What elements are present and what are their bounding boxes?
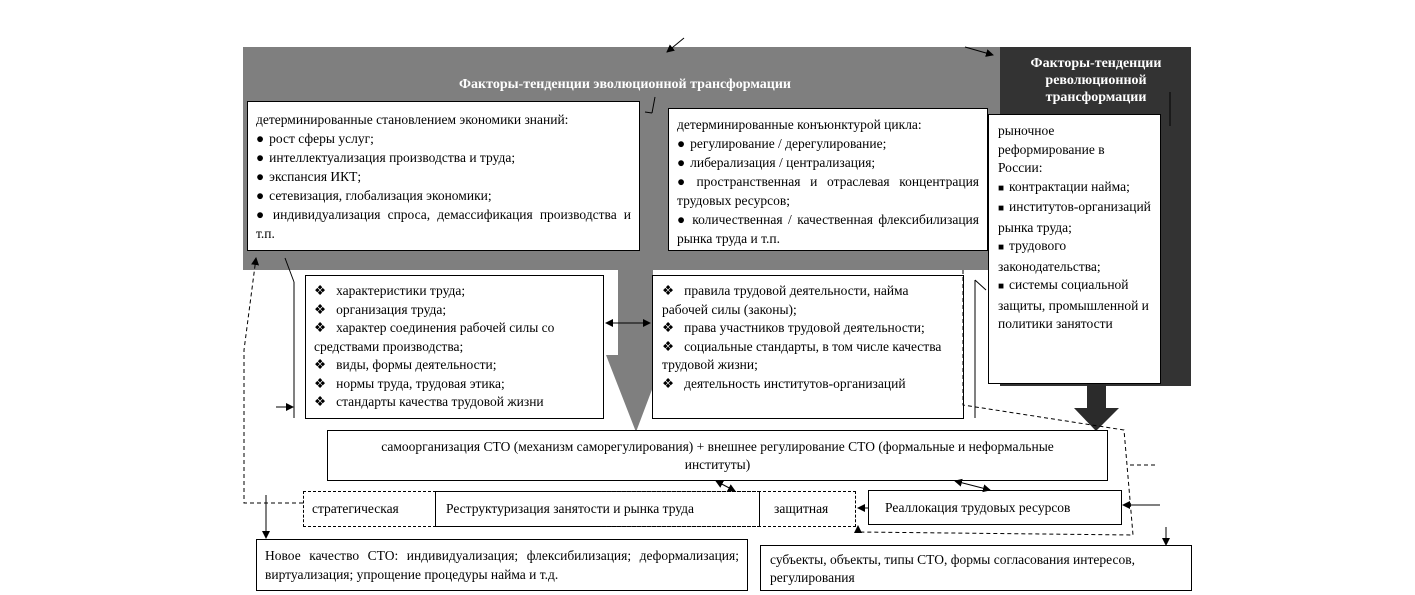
knowledge-economy-box bbox=[247, 101, 640, 251]
diamond-bullet-icon: ❖ bbox=[662, 375, 675, 391]
work-characteristics-box bbox=[305, 275, 604, 419]
protective-label: защитная bbox=[774, 501, 829, 516]
bullet-icon: ● bbox=[256, 150, 265, 165]
self-organization-box bbox=[327, 430, 1108, 481]
list-item: ❖ правила трудовой деятельности, найма рабочей силы (законы); bbox=[662, 283, 909, 317]
list-item: ❖ нормы труда, трудовая этика; bbox=[314, 375, 505, 391]
new-quality-text: Новое качество СТО: индивидуализация; флексибилизация; деформализация; виртуализация; упрощение процедуры найма и т.д. bbox=[265, 548, 739, 582]
list-item: ● либерализация / централизация; bbox=[677, 155, 876, 170]
bullet-icon: ● bbox=[677, 155, 686, 170]
evolution-title: Факторы-тенденции эволюционной трансформации bbox=[459, 77, 791, 92]
list-item: ■ институтов-организаций рынка труда; bbox=[998, 199, 1151, 235]
work-characteristics-list bbox=[314, 282, 597, 412]
diamond-bullet-icon: ❖ bbox=[662, 338, 675, 354]
business-cycle-lead: детерминированные конъюнктурой цикла: bbox=[677, 117, 922, 132]
bullet-icon: ● bbox=[256, 131, 265, 146]
diamond-bullet-icon: ❖ bbox=[314, 375, 327, 391]
reallocation-label: Реаллокация трудовых ресурсов bbox=[885, 500, 1071, 515]
bullet-icon: ● bbox=[677, 136, 686, 151]
bullet-icon: ● bbox=[256, 169, 265, 184]
list-item: ■ контрактации найма; bbox=[998, 178, 1130, 194]
business-cycle-list bbox=[677, 134, 979, 248]
list-item: ● рост сферы услуг; bbox=[256, 131, 374, 146]
list-item: ● экспансия ИКТ; bbox=[256, 169, 362, 184]
list-item: ❖ виды, формы деятельности; bbox=[314, 357, 497, 372]
bullet-icon: ● bbox=[256, 188, 265, 203]
list-item: ■ системы социальной защиты, промышленной и политики занятости bbox=[998, 277, 1149, 331]
list-item: ❖ деятельность институтов-организаций bbox=[662, 375, 906, 391]
russia-reform-box bbox=[988, 114, 1161, 384]
diamond-bullet-icon: ❖ bbox=[314, 394, 327, 409]
list-item: ● сетевизация, глобализация экономики; bbox=[256, 188, 492, 203]
diamond-bullet-icon: ❖ bbox=[314, 357, 327, 372]
list-item: ● индивидуализация спроса, демассификация производства и т.п. bbox=[256, 207, 632, 241]
diamond-bullet-icon: ❖ bbox=[662, 283, 675, 298]
knowledge-economy-list bbox=[256, 129, 631, 243]
diamond-bullet-icon: ❖ bbox=[314, 320, 327, 335]
list-item: ❖ права участников трудовой деятельности; bbox=[662, 320, 925, 335]
list-item: ❖ характер соединения рабочей силы со средствами производства; bbox=[314, 320, 555, 354]
labor-rules-box bbox=[652, 275, 964, 419]
bullet-icon: ■ bbox=[998, 182, 1005, 194]
dark-down-arrow bbox=[1074, 384, 1119, 431]
subjects-box bbox=[760, 545, 1192, 591]
list-item: ● интеллектуализация производства и труда; bbox=[256, 150, 516, 165]
list-item: ● количественная / качественная флексибилизация рынка труда и т.п. bbox=[677, 212, 979, 246]
list-item: ● регулирование / дерегулирование; bbox=[677, 136, 887, 151]
list-item: ❖ стандарты качества трудовой жизни bbox=[314, 394, 544, 409]
reallocation-box bbox=[868, 490, 1122, 525]
list-item: ❖ социальные стандарты, в том числе качества трудовой жизни; bbox=[662, 338, 942, 372]
revolution-title: Факторы-тенденции революционной трансформации bbox=[1030, 56, 1162, 105]
self-organization-text: самоорганизация СТО (механизм саморегулирования) + внешнее регулирование СТО (формальные и неформальные институты) bbox=[381, 439, 1054, 472]
list-item: ❖ характеристики труда; bbox=[314, 283, 466, 298]
diamond-bullet-icon: ❖ bbox=[314, 301, 327, 317]
bullet-icon: ● bbox=[256, 207, 268, 222]
bullet-icon: ■ bbox=[998, 203, 1005, 214]
russia-reform-lead: рыночное реформирование в России: bbox=[998, 123, 1105, 175]
bullet-icon: ● bbox=[677, 212, 688, 227]
new-quality-box bbox=[256, 539, 748, 591]
subjects-text: субъекты, объекты, типы СТО, формы согласования интересов, регулирования bbox=[770, 552, 1135, 585]
restructuring-label: Реструктуризация занятости и рынка труда bbox=[446, 501, 695, 516]
strategic-label: стратегическая bbox=[312, 501, 399, 516]
diamond-bullet-icon: ❖ bbox=[662, 320, 675, 335]
russia-reform-list bbox=[998, 178, 1152, 334]
diamond-bullet-icon: ❖ bbox=[314, 283, 327, 298]
bullet-icon: ■ bbox=[998, 281, 1005, 292]
business-cycle-box bbox=[668, 108, 988, 251]
knowledge-economy-lead: детерминированные становлением экономики знаний: bbox=[256, 112, 569, 127]
labor-rules-list bbox=[662, 282, 957, 393]
bullet-icon: ■ bbox=[998, 242, 1005, 253]
list-item: ● пространственная и отраслевая концентрация трудовых ресурсов; bbox=[677, 174, 980, 208]
list-item: ■ трудового законодательства; bbox=[998, 238, 1101, 274]
list-item: ❖ организация труда; bbox=[314, 301, 447, 317]
bullet-icon: ● bbox=[677, 174, 692, 189]
